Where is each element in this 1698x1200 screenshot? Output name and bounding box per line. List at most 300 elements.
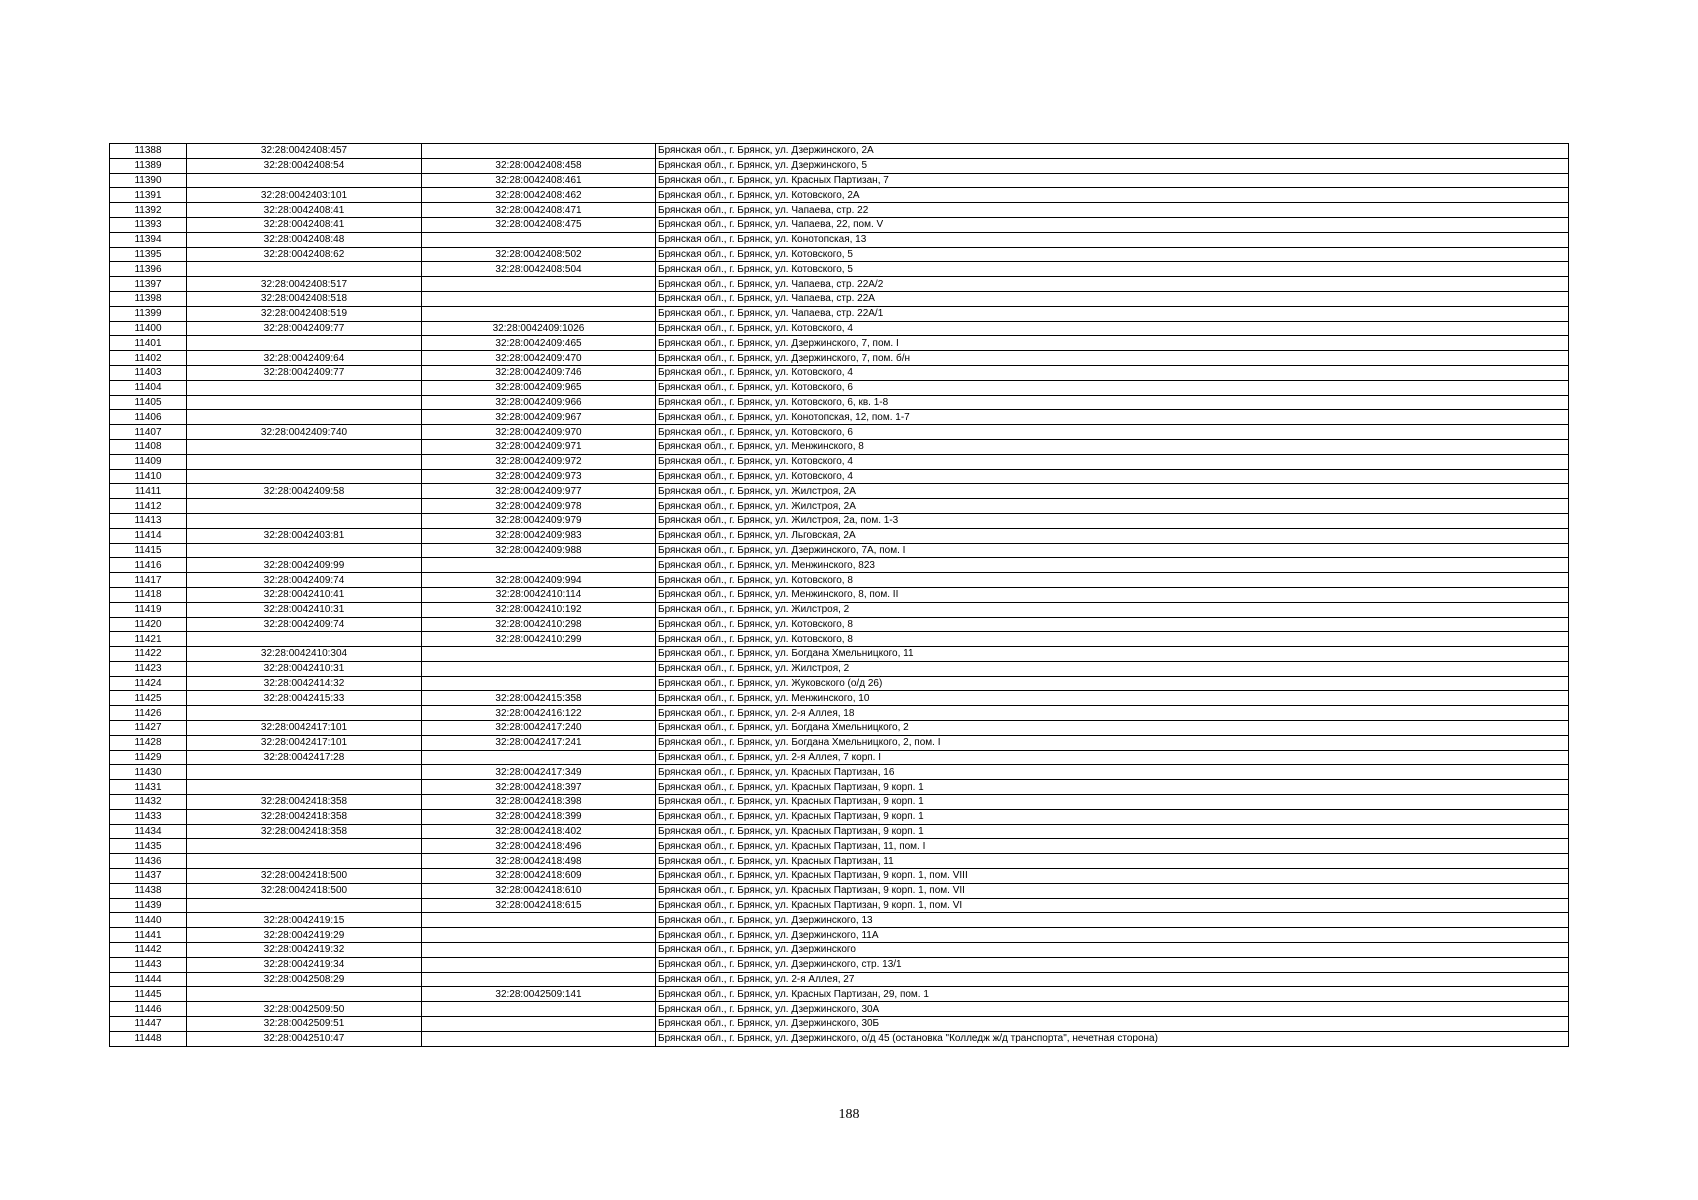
cadastral-number-a-cell: 32:28:0042408:457 (187, 144, 422, 159)
table-row (110, 203, 1569, 218)
cadastral-number-a-cell (187, 439, 422, 454)
address-cell: Брянская обл., г. Брянск, ул. Дзержинского, 13 (656, 913, 1569, 928)
address-cell: Брянская обл., г. Брянск, ул. Менжинского, 8 (656, 439, 1569, 454)
table-row (110, 824, 1569, 839)
table-row (110, 972, 1569, 987)
cadastral-number-b-cell: 32:28:0042409:970 (422, 425, 656, 440)
cadastral-number-b-cell: 32:28:0042408:458 (422, 158, 656, 173)
cadastral-number-b-cell: 32:28:0042418:610 (422, 883, 656, 898)
row-number-cell: 11407 (110, 425, 187, 440)
address-cell: Брянская обл., г. Брянск, ул. Красных Партизан, 29, пом. 1 (656, 987, 1569, 1002)
cadastral-number-a-cell: 32:28:0042419:29 (187, 928, 422, 943)
cadastral-number-b-cell: 32:28:0042417:241 (422, 735, 656, 750)
address-cell: Брянская обл., г. Брянск, ул. Котовского, 6, кв. 1-8 (656, 395, 1569, 410)
row-number-cell: 11389 (110, 158, 187, 173)
address-cell: Брянская обл., г. Брянск, ул. Дзержинского, стр. 13/1 (656, 957, 1569, 972)
address-cell: Брянская обл., г. Брянск, ул. 2-я Аллея, 27 (656, 972, 1569, 987)
row-number-cell: 11448 (110, 1031, 187, 1046)
table-row (110, 1002, 1569, 1017)
cadastral-number-a-cell: 32:28:0042418:358 (187, 809, 422, 824)
cadastral-number-a-cell: 32:28:0042409:77 (187, 321, 422, 336)
cadastral-number-a-cell: 32:28:0042418:500 (187, 883, 422, 898)
cadastral-number-a-cell (187, 854, 422, 869)
address-cell: Брянская обл., г. Брянск, ул. Дзержинского, 2А (656, 144, 1569, 159)
cadastral-number-b-cell: 32:28:0042409:966 (422, 395, 656, 410)
cadastral-number-b-cell (422, 1017, 656, 1032)
address-cell: Брянская обл., г. Брянск, ул. Жилстроя, 2 (656, 602, 1569, 617)
address-cell: Брянская обл., г. Брянск, ул. Красных Партизан, 16 (656, 765, 1569, 780)
address-cell: Брянская обл., г. Брянск, ул. Конотопская, 13 (656, 232, 1569, 247)
row-number-cell: 11388 (110, 144, 187, 159)
cadastral-number-b-cell: 32:28:0042409:465 (422, 336, 656, 351)
address-cell: Брянская обл., г. Брянск, ул. Льговская, 2А (656, 528, 1569, 543)
cadastral-number-a-cell: 32:28:0042418:500 (187, 869, 422, 884)
cadastral-number-a-cell: 32:28:0042409:58 (187, 484, 422, 499)
row-number-cell: 11412 (110, 499, 187, 514)
row-number-cell: 11392 (110, 203, 187, 218)
cadastral-number-a-cell: 32:28:0042509:51 (187, 1017, 422, 1032)
row-number-cell: 11424 (110, 676, 187, 691)
address-cell: Брянская обл., г. Брянск, ул. Котовского, 6 (656, 380, 1569, 395)
cadastral-number-a-cell: 32:28:0042409:74 (187, 617, 422, 632)
table-row (110, 647, 1569, 662)
cadastral-number-a-cell: 32:28:0042417:101 (187, 721, 422, 736)
row-number-cell: 11414 (110, 528, 187, 543)
row-number-cell: 11411 (110, 484, 187, 499)
cadastral-number-b-cell: 32:28:0042417:240 (422, 721, 656, 736)
row-number-cell: 11438 (110, 883, 187, 898)
table-row (110, 898, 1569, 913)
table-row (110, 439, 1569, 454)
cadastral-number-a-cell: 32:28:0042410:31 (187, 602, 422, 617)
row-number-cell: 11430 (110, 765, 187, 780)
table-row (110, 484, 1569, 499)
table-row (110, 795, 1569, 810)
cadastral-number-b-cell: 32:28:0042409:972 (422, 454, 656, 469)
table-row (110, 499, 1569, 514)
cadastral-number-a-cell (187, 839, 422, 854)
cadastral-number-b-cell: 32:28:0042418:609 (422, 869, 656, 884)
table-row (110, 217, 1569, 232)
cadastral-number-b-cell (422, 1031, 656, 1046)
table-row (110, 632, 1569, 647)
table-row (110, 454, 1569, 469)
table-row (110, 602, 1569, 617)
row-number-cell: 11415 (110, 543, 187, 558)
cadastral-number-b-cell (422, 277, 656, 292)
cadastral-number-b-cell: 32:28:0042410:192 (422, 602, 656, 617)
address-cell: Брянская обл., г. Брянск, ул. Котовского, 5 (656, 262, 1569, 277)
row-number-cell: 11405 (110, 395, 187, 410)
cadastral-number-a-cell (187, 454, 422, 469)
table-row (110, 425, 1569, 440)
table-row (110, 854, 1569, 869)
cadastral-number-b-cell: 32:28:0042409:965 (422, 380, 656, 395)
cadastral-number-a-cell (187, 513, 422, 528)
cadastral-number-b-cell: 32:28:0042418:402 (422, 824, 656, 839)
cadastral-number-a-cell: 32:28:0042410:41 (187, 587, 422, 602)
address-cell: Брянская обл., г. Брянск, ул. Жилстроя, 2 (656, 661, 1569, 676)
address-cell: Брянская обл., г. Брянск, ул. Менжинского, 10 (656, 691, 1569, 706)
cadastral-number-a-cell: 32:28:0042403:81 (187, 528, 422, 543)
address-cell: Брянская обл., г. Брянск, ул. Котовского, 4 (656, 321, 1569, 336)
table-row (110, 395, 1569, 410)
row-number-cell: 11435 (110, 839, 187, 854)
cadastral-number-b-cell: 32:28:0042409:979 (422, 513, 656, 528)
row-number-cell: 11400 (110, 321, 187, 336)
cadastral-number-a-cell: 32:28:0042408:517 (187, 277, 422, 292)
cadastral-number-a-cell: 32:28:0042419:32 (187, 943, 422, 958)
cadastral-number-a-cell (187, 410, 422, 425)
cadastral-number-a-cell: 32:28:0042509:50 (187, 1002, 422, 1017)
address-cell: Брянская обл., г. Брянск, ул. Менжинского, 8, пом. II (656, 587, 1569, 602)
cadastral-number-a-cell: 32:28:0042409:74 (187, 573, 422, 588)
table-row (110, 513, 1569, 528)
cadastral-number-b-cell: 32:28:0042409:1026 (422, 321, 656, 336)
address-cell: Брянская обл., г. Брянск, ул. Дзержинского, 7, пом. б/н (656, 351, 1569, 366)
row-number-cell: 11447 (110, 1017, 187, 1032)
page-number: 188 (838, 1107, 860, 1122)
cadastral-number-a-cell: 32:28:0042510:47 (187, 1031, 422, 1046)
cadastral-number-b-cell: 32:28:0042410:298 (422, 617, 656, 632)
cadastral-number-a-cell (187, 780, 422, 795)
row-number-cell: 11408 (110, 439, 187, 454)
cadastral-number-b-cell: 32:28:0042409:994 (422, 573, 656, 588)
row-number-cell: 11398 (110, 291, 187, 306)
row-number-cell: 11445 (110, 987, 187, 1002)
cadastral-number-b-cell: 32:28:0042418:398 (422, 795, 656, 810)
row-number-cell: 11440 (110, 913, 187, 928)
address-cell: Брянская обл., г. Брянск, ул. Котовского, 5 (656, 247, 1569, 262)
cadastral-number-b-cell (422, 676, 656, 691)
address-cell: Брянская обл., г. Брянск, ул. Жилстроя, 2а, пом. 1-3 (656, 513, 1569, 528)
row-number-cell: 11391 (110, 188, 187, 203)
cadastral-number-b-cell (422, 558, 656, 573)
table-row (110, 587, 1569, 602)
table-row (110, 291, 1569, 306)
address-cell: Брянская обл., г. Брянск, ул. Дзержинского, о/д 45 (остановка "Колледж ж/д транспорта", нечетная сторона) (656, 1031, 1569, 1046)
table-row (110, 173, 1569, 188)
cadastral-number-a-cell: 32:28:0042418:358 (187, 824, 422, 839)
cadastral-number-b-cell: 32:28:0042410:299 (422, 632, 656, 647)
row-number-cell: 11436 (110, 854, 187, 869)
row-number-cell: 11432 (110, 795, 187, 810)
address-cell: Брянская обл., г. Брянск, ул. Богдана Хмельницкого, 2, пом. I (656, 735, 1569, 750)
cadastral-number-b-cell: 32:28:0042509:141 (422, 987, 656, 1002)
table-row (110, 617, 1569, 632)
address-cell: Брянская обл., г. Брянск, ул. Котовского, 8 (656, 632, 1569, 647)
address-cell: Брянская обл., г. Брянск, ул. Котовского, 2А (656, 188, 1569, 203)
address-cell: Брянская обл., г. Брянск, ул. Котовского, 8 (656, 573, 1569, 588)
table-row (110, 277, 1569, 292)
cadastral-number-a-cell (187, 499, 422, 514)
cadastral-number-b-cell (422, 661, 656, 676)
cadastral-number-b-cell: 32:28:0042408:471 (422, 203, 656, 218)
table-row (110, 543, 1569, 558)
cadastral-number-b-cell: 32:28:0042408:475 (422, 217, 656, 232)
cadastral-number-a-cell: 32:28:0042418:358 (187, 795, 422, 810)
cadastral-number-b-cell: 32:28:0042409:967 (422, 410, 656, 425)
address-cell: Брянская обл., г. Брянск, ул. Чапаева, стр. 22А/2 (656, 277, 1569, 292)
registry-table-body (110, 144, 1569, 1047)
cadastral-number-b-cell: 32:28:0042418:399 (422, 809, 656, 824)
table-row (110, 573, 1569, 588)
address-cell: Брянская обл., г. Брянск, ул. Менжинского, 823 (656, 558, 1569, 573)
cadastral-number-a-cell: 32:28:0042408:519 (187, 306, 422, 321)
address-cell: Брянская обл., г. Брянск, ул. Дзержинского, 7, пом. I (656, 336, 1569, 351)
cadastral-number-a-cell (187, 469, 422, 484)
cadastral-number-a-cell: 32:28:0042414:32 (187, 676, 422, 691)
address-cell: Брянская обл., г. Брянск, ул. 2-я Аллея, 18 (656, 706, 1569, 721)
cadastral-number-a-cell (187, 987, 422, 1002)
row-number-cell: 11404 (110, 380, 187, 395)
address-cell: Брянская обл., г. Брянск, ул. Красных Партизан, 11, пом. I (656, 839, 1569, 854)
row-number-cell: 11423 (110, 661, 187, 676)
address-cell: Брянская обл., г. Брянск, ул. Дзержинского, 30А (656, 1002, 1569, 1017)
cadastral-number-b-cell (422, 291, 656, 306)
cadastral-number-a-cell (187, 380, 422, 395)
row-number-cell: 11397 (110, 277, 187, 292)
cadastral-number-a-cell (187, 543, 422, 558)
address-cell: Брянская обл., г. Брянск, ул. Богдана Хмельницкого, 2 (656, 721, 1569, 736)
row-number-cell: 11419 (110, 602, 187, 617)
row-number-cell: 11418 (110, 587, 187, 602)
cadastral-number-b-cell: 32:28:0042408:504 (422, 262, 656, 277)
row-number-cell: 11443 (110, 957, 187, 972)
cadastral-number-b-cell (422, 647, 656, 662)
cadastral-number-b-cell (422, 144, 656, 159)
cadastral-number-b-cell (422, 750, 656, 765)
address-cell: Брянская обл., г. Брянск, ул. Богдана Хмельницкого, 11 (656, 647, 1569, 662)
table-row (110, 883, 1569, 898)
cadastral-number-b-cell: 32:28:0042416:122 (422, 706, 656, 721)
cadastral-number-a-cell (187, 898, 422, 913)
row-number-cell: 11394 (110, 232, 187, 247)
table-row (110, 765, 1569, 780)
table-row (110, 1017, 1569, 1032)
cadastral-number-a-cell: 32:28:0042408:41 (187, 217, 422, 232)
row-number-cell: 11427 (110, 721, 187, 736)
cadastral-number-a-cell: 32:28:0042408:62 (187, 247, 422, 262)
address-cell: Брянская обл., г. Брянск, ул. Котовского, 4 (656, 454, 1569, 469)
cadastral-number-b-cell: 32:28:0042409:971 (422, 439, 656, 454)
row-number-cell: 11431 (110, 780, 187, 795)
address-cell: Брянская обл., г. Брянск, ул. Красных Партизан, 9 корп. 1 (656, 795, 1569, 810)
table-row (110, 380, 1569, 395)
address-cell: Брянская обл., г. Брянск, ул. Дзержинского, 7А, пом. I (656, 543, 1569, 558)
table-row (110, 676, 1569, 691)
address-cell: Брянская обл., г. Брянск, ул. Красных Партизан, 11 (656, 854, 1569, 869)
address-cell: Брянская обл., г. Брянск, ул. Чапаева, стр. 22 (656, 203, 1569, 218)
table-row (110, 321, 1569, 336)
cadastral-number-a-cell (187, 262, 422, 277)
table-row (110, 144, 1569, 159)
address-cell: Брянская обл., г. Брянск, ул. Жилстроя, 2А (656, 484, 1569, 499)
table-row (110, 306, 1569, 321)
table-row (110, 661, 1569, 676)
table-row (110, 721, 1569, 736)
cadastral-number-b-cell: 32:28:0042418:397 (422, 780, 656, 795)
cadastral-number-a-cell: 32:28:0042409:99 (187, 558, 422, 573)
row-number-cell: 11434 (110, 824, 187, 839)
row-number-cell: 11413 (110, 513, 187, 528)
address-cell: Брянская обл., г. Брянск, ул. Котовского, 4 (656, 365, 1569, 380)
address-cell: Брянская обл., г. Брянск, ул. 2-я Аллея, 7 корп. I (656, 750, 1569, 765)
row-number-cell: 11410 (110, 469, 187, 484)
cadastral-number-a-cell: 32:28:0042419:15 (187, 913, 422, 928)
table-row (110, 365, 1569, 380)
table-row (110, 528, 1569, 543)
cadastral-number-b-cell: 32:28:0042409:470 (422, 351, 656, 366)
cadastral-number-a-cell: 32:28:0042417:101 (187, 735, 422, 750)
row-number-cell: 11403 (110, 365, 187, 380)
row-number-cell: 11441 (110, 928, 187, 943)
cadastral-number-a-cell: 32:28:0042408:41 (187, 203, 422, 218)
row-number-cell: 11425 (110, 691, 187, 706)
cadastral-number-b-cell: 32:28:0042418:498 (422, 854, 656, 869)
row-number-cell: 11421 (110, 632, 187, 647)
cadastral-number-b-cell (422, 957, 656, 972)
cadastral-number-a-cell: 32:28:0042419:34 (187, 957, 422, 972)
cadastral-number-a-cell: 32:28:0042408:518 (187, 291, 422, 306)
address-cell: Брянская обл., г. Брянск, ул. Красных Партизан, 9 корп. 1 (656, 780, 1569, 795)
row-number-cell: 11420 (110, 617, 187, 632)
cadastral-number-a-cell (187, 336, 422, 351)
cadastral-number-a-cell (187, 395, 422, 410)
cadastral-number-b-cell (422, 232, 656, 247)
cadastral-number-a-cell: 32:28:0042409:64 (187, 351, 422, 366)
table-row (110, 158, 1569, 173)
cadastral-number-b-cell: 32:28:0042409:977 (422, 484, 656, 499)
table-row (110, 750, 1569, 765)
address-cell: Брянская обл., г. Брянск, ул. Чапаева, стр. 22А/1 (656, 306, 1569, 321)
address-cell: Брянская обл., г. Брянск, ул. Красных Партизан, 7 (656, 173, 1569, 188)
cadastral-number-b-cell (422, 972, 656, 987)
cadastral-number-a-cell: 32:28:0042415:33 (187, 691, 422, 706)
row-number-cell: 11395 (110, 247, 187, 262)
address-cell: Брянская обл., г. Брянск, ул. Красных Партизан, 9 корп. 1, пом. VI (656, 898, 1569, 913)
table-row (110, 735, 1569, 750)
row-number-cell: 11429 (110, 750, 187, 765)
row-number-cell: 11442 (110, 943, 187, 958)
cadastral-number-b-cell: 32:28:0042409:983 (422, 528, 656, 543)
cadastral-number-b-cell (422, 913, 656, 928)
cadastral-number-a-cell (187, 173, 422, 188)
cadastral-number-a-cell: 32:28:0042508:29 (187, 972, 422, 987)
registry-table (109, 143, 1569, 1047)
cadastral-number-a-cell (187, 632, 422, 647)
row-number-cell: 11417 (110, 573, 187, 588)
row-number-cell: 11402 (110, 351, 187, 366)
table-row (110, 869, 1569, 884)
table-row (110, 691, 1569, 706)
row-number-cell: 11406 (110, 410, 187, 425)
table-row (110, 469, 1569, 484)
address-cell: Брянская обл., г. Брянск, ул. Дзержинского, 5 (656, 158, 1569, 173)
row-number-cell: 11399 (110, 306, 187, 321)
table-row (110, 913, 1569, 928)
cadastral-number-a-cell: 32:28:0042410:304 (187, 647, 422, 662)
table-row (110, 839, 1569, 854)
cadastral-number-b-cell: 32:28:0042418:496 (422, 839, 656, 854)
table-row (110, 247, 1569, 262)
row-number-cell: 11439 (110, 898, 187, 913)
cadastral-number-b-cell: 32:28:0042417:349 (422, 765, 656, 780)
table-row (110, 809, 1569, 824)
cadastral-number-b-cell: 32:28:0042409:988 (422, 543, 656, 558)
cadastral-number-a-cell: 32:28:0042403:101 (187, 188, 422, 203)
address-cell: Брянская обл., г. Брянск, ул. Дзержинского (656, 943, 1569, 958)
cadastral-number-b-cell: 32:28:0042408:502 (422, 247, 656, 262)
cadastral-number-b-cell: 32:28:0042408:461 (422, 173, 656, 188)
table-row (110, 706, 1569, 721)
row-number-cell: 11393 (110, 217, 187, 232)
table-row (110, 1031, 1569, 1046)
address-cell: Брянская обл., г. Брянск, ул. Красных Партизан, 9 корп. 1 (656, 809, 1569, 824)
row-number-cell: 11437 (110, 869, 187, 884)
table-row (110, 957, 1569, 972)
cadastral-number-b-cell (422, 943, 656, 958)
address-cell: Брянская обл., г. Брянск, ул. Жуковского (о/д 26) (656, 676, 1569, 691)
address-cell: Брянская обл., г. Брянск, ул. Конотопская, 12, пом. 1-7 (656, 410, 1569, 425)
cadastral-number-b-cell (422, 928, 656, 943)
row-number-cell: 11390 (110, 173, 187, 188)
cadastral-number-b-cell (422, 1002, 656, 1017)
address-cell: Брянская обл., г. Брянск, ул. Дзержинского, 11А (656, 928, 1569, 943)
table-row (110, 410, 1569, 425)
cadastral-number-b-cell: 32:28:0042410:114 (422, 587, 656, 602)
cadastral-number-b-cell (422, 306, 656, 321)
address-cell: Брянская обл., г. Брянск, ул. Котовского, 6 (656, 425, 1569, 440)
row-number-cell: 11426 (110, 706, 187, 721)
table-row (110, 262, 1569, 277)
cadastral-number-b-cell: 32:28:0042409:978 (422, 499, 656, 514)
table-row (110, 943, 1569, 958)
cadastral-number-a-cell: 32:28:0042409:77 (187, 365, 422, 380)
row-number-cell: 11444 (110, 972, 187, 987)
cadastral-number-b-cell: 32:28:0042408:462 (422, 188, 656, 203)
row-number-cell: 11401 (110, 336, 187, 351)
cadastral-number-b-cell: 32:28:0042409:973 (422, 469, 656, 484)
cadastral-number-a-cell (187, 706, 422, 721)
address-cell: Брянская обл., г. Брянск, ул. Красных Партизан, 9 корп. 1, пом. VIII (656, 869, 1569, 884)
address-cell: Брянская обл., г. Брянск, ул. Жилстроя, 2А (656, 499, 1569, 514)
cadastral-number-a-cell: 32:28:0042417:28 (187, 750, 422, 765)
address-cell: Брянская обл., г. Брянск, ул. Чапаева, стр. 22А (656, 291, 1569, 306)
cadastral-number-a-cell: 32:28:0042408:48 (187, 232, 422, 247)
table-row (110, 928, 1569, 943)
row-number-cell: 11409 (110, 454, 187, 469)
cadastral-number-b-cell: 32:28:0042418:615 (422, 898, 656, 913)
cadastral-number-a-cell: 32:28:0042410:31 (187, 661, 422, 676)
cadastral-number-a-cell (187, 765, 422, 780)
table-row (110, 232, 1569, 247)
row-number-cell: 11446 (110, 1002, 187, 1017)
address-cell: Брянская обл., г. Брянск, ул. Чапаева, 22, пом. V (656, 217, 1569, 232)
cadastral-number-b-cell: 32:28:0042415:358 (422, 691, 656, 706)
address-cell: Брянская обл., г. Брянск, ул. Котовского, 4 (656, 469, 1569, 484)
address-cell: Брянская обл., г. Брянск, ул. Красных Партизан, 9 корп. 1, пом. VII (656, 883, 1569, 898)
cadastral-number-a-cell: 32:28:0042409:740 (187, 425, 422, 440)
row-number-cell: 11433 (110, 809, 187, 824)
address-cell: Брянская обл., г. Брянск, ул. Дзержинского, 30Б (656, 1017, 1569, 1032)
row-number-cell: 11422 (110, 647, 187, 662)
table-row (110, 558, 1569, 573)
table-row (110, 780, 1569, 795)
address-cell: Брянская обл., г. Брянск, ул. Красных Партизан, 9 корп. 1 (656, 824, 1569, 839)
cadastral-number-a-cell: 32:28:0042408:54 (187, 158, 422, 173)
row-number-cell: 11396 (110, 262, 187, 277)
